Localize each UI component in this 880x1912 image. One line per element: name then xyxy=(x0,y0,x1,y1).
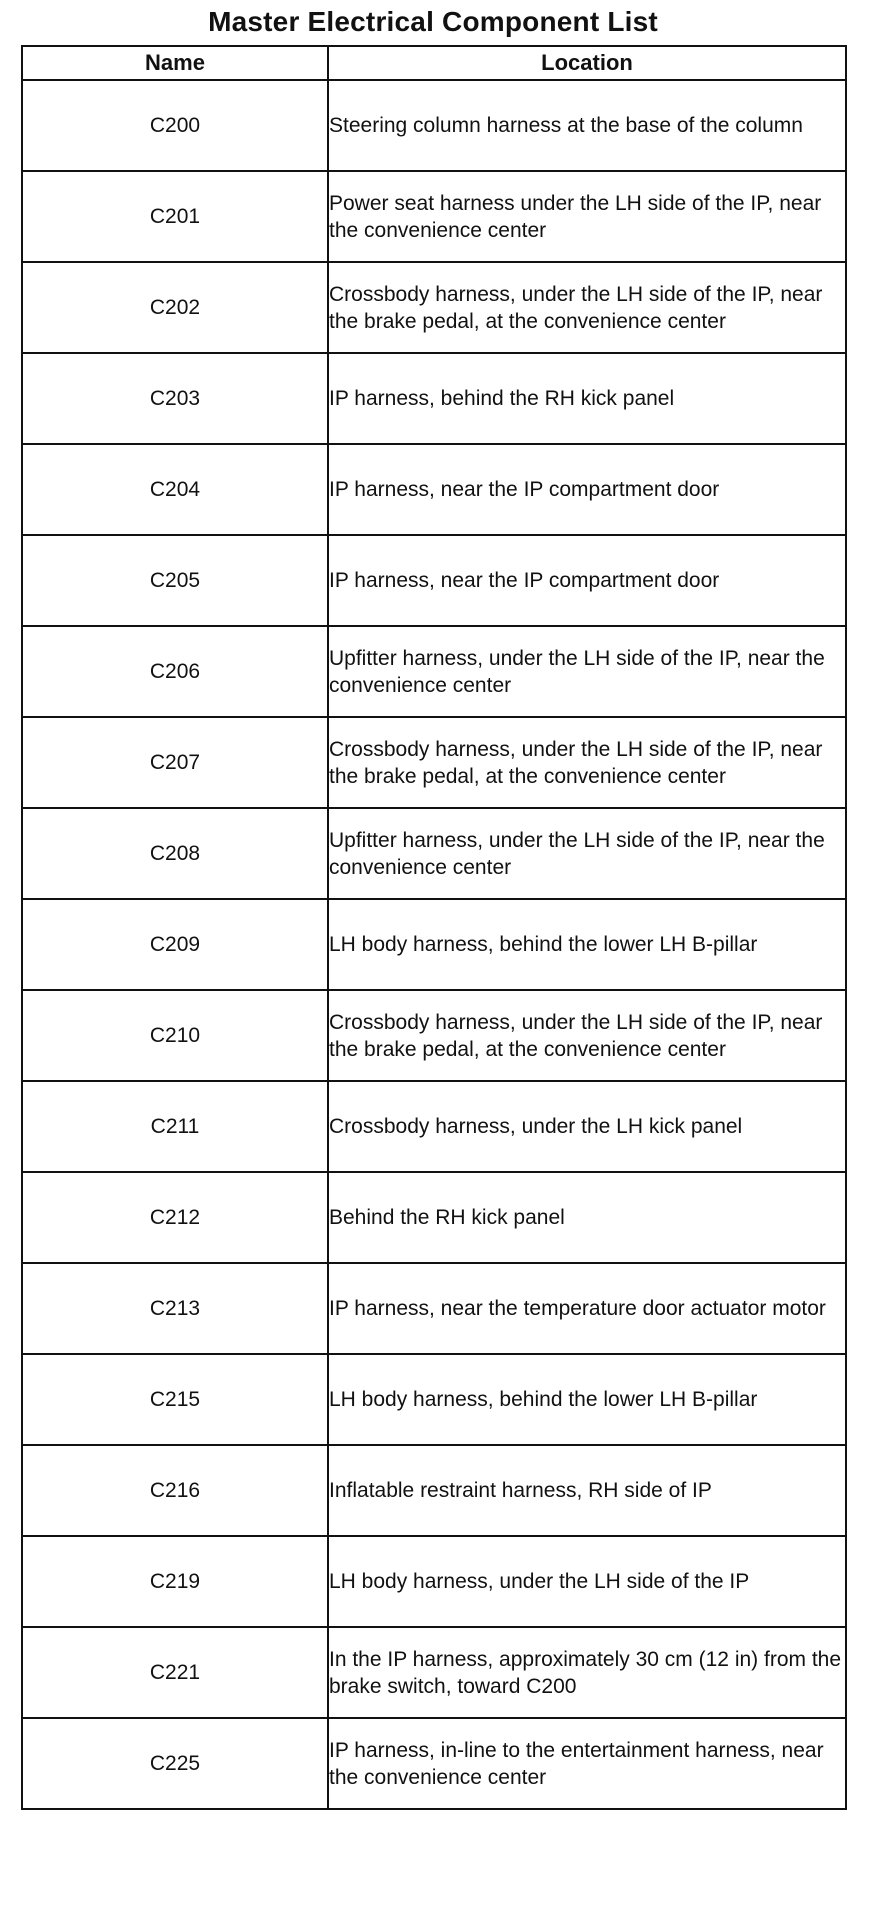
table-row xyxy=(22,80,846,171)
component-location-cell: Crossbody harness, under the LH side of the IP, near the brake pedal, at the convenience center xyxy=(328,262,846,353)
table-row xyxy=(22,808,846,899)
table-body xyxy=(22,80,846,1809)
component-name-cell: C211 xyxy=(22,1081,328,1172)
component-name-cell: C216 xyxy=(22,1445,328,1536)
component-location-cell: Crossbody harness, under the LH side of the IP, near the brake pedal, at the convenience center xyxy=(328,717,846,808)
table-row xyxy=(22,262,846,353)
component-location-cell: LH body harness, under the LH side of the IP xyxy=(328,1536,846,1627)
component-name-cell: C213 xyxy=(22,1263,328,1354)
table-row xyxy=(22,535,846,626)
component-location-cell: LH body harness, behind the lower LH B-pillar xyxy=(328,1354,846,1445)
component-location-cell: Behind the RH kick panel xyxy=(328,1172,846,1263)
component-name-cell: C202 xyxy=(22,262,328,353)
table-row xyxy=(22,1536,846,1627)
component-location-cell: IP harness, near the temperature door actuator motor xyxy=(328,1263,846,1354)
component-location-cell: IP harness, in-line to the entertainment harness, near the convenience center xyxy=(328,1718,846,1809)
table-row xyxy=(22,626,846,717)
component-location-cell: IP harness, behind the RH kick panel xyxy=(328,353,846,444)
table-row xyxy=(22,1081,846,1172)
component-name-cell: C221 xyxy=(22,1627,328,1718)
page-title: Master Electrical Component List xyxy=(208,6,658,37)
component-name-cell: C204 xyxy=(22,444,328,535)
table-row xyxy=(22,444,846,535)
component-name-cell: C206 xyxy=(22,626,328,717)
component-location-cell: In the IP harness, approximately 30 cm (12 in) from the brake switch, toward C200 xyxy=(328,1627,846,1718)
component-name-cell: C207 xyxy=(22,717,328,808)
table-row xyxy=(22,990,846,1081)
component-table xyxy=(21,45,847,1810)
column-header-name: Name xyxy=(22,46,328,80)
component-name-cell: C200 xyxy=(22,80,328,171)
component-location-cell: Upfitter harness, under the LH side of the IP, near the convenience center xyxy=(328,626,846,717)
component-name-cell: C205 xyxy=(22,535,328,626)
component-name-cell: C209 xyxy=(22,899,328,990)
component-name-cell: C201 xyxy=(22,171,328,262)
table-row xyxy=(22,353,846,444)
table-row xyxy=(22,1354,846,1445)
table-row xyxy=(22,1172,846,1263)
table-row xyxy=(22,1627,846,1718)
component-name-cell: C203 xyxy=(22,353,328,444)
component-name-cell: C208 xyxy=(22,808,328,899)
table-row xyxy=(22,717,846,808)
component-location-cell: Crossbody harness, under the LH kick panel xyxy=(328,1081,846,1172)
component-name-cell: C225 xyxy=(22,1718,328,1809)
component-location-cell: LH body harness, behind the lower LH B-pillar xyxy=(328,899,846,990)
column-header-location: Location xyxy=(328,46,846,80)
component-name-cell: C212 xyxy=(22,1172,328,1263)
component-location-cell: Upfitter harness, under the LH side of the IP, near the convenience center xyxy=(328,808,846,899)
table-row xyxy=(22,171,846,262)
component-location-cell: Crossbody harness, under the LH side of the IP, near the brake pedal, at the convenience center xyxy=(328,990,846,1081)
component-location-cell: Inflatable restraint harness, RH side of IP xyxy=(328,1445,846,1536)
component-location-cell: IP harness, near the IP compartment door xyxy=(328,535,846,626)
component-location-cell: Steering column harness at the base of the column xyxy=(328,80,846,171)
component-name-cell: C210 xyxy=(22,990,328,1081)
table-row xyxy=(22,1718,846,1809)
component-location-cell: IP harness, near the IP compartment door xyxy=(328,444,846,535)
table-row xyxy=(22,899,846,990)
component-name-cell: C219 xyxy=(22,1536,328,1627)
component-location-cell: Power seat harness under the LH side of the IP, near the convenience center xyxy=(328,171,846,262)
component-name-cell: C215 xyxy=(22,1354,328,1445)
table-row xyxy=(22,1263,846,1354)
table-header-row xyxy=(22,46,846,80)
table-row xyxy=(22,1445,846,1536)
